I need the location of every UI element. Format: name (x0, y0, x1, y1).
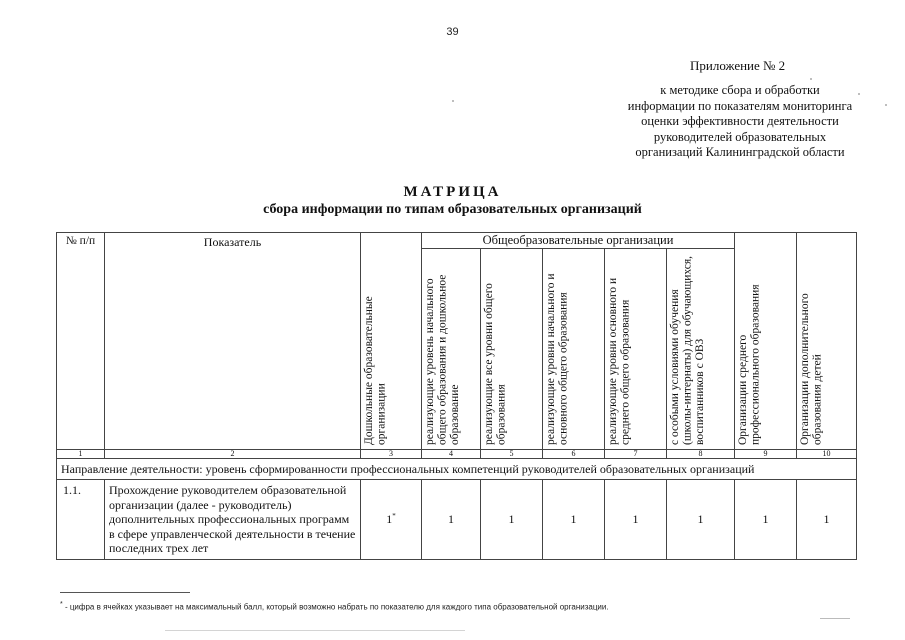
header-additional (797, 233, 857, 450)
header-general-col-label: реализующие уровень начального общего образования и дошкольное образование (424, 274, 461, 445)
scan-artifact (885, 104, 887, 106)
header-general-col (667, 249, 735, 450)
header-vocational (735, 233, 797, 450)
appendix-line: информации по показателям мониторинга (627, 98, 853, 113)
column-numbers-row (57, 450, 857, 459)
column-number: 5 (481, 450, 543, 459)
appendix-line: организаций Калининградской области (635, 145, 845, 159)
header-general-col-label: реализующие уровни начального и основного общего образования (545, 273, 570, 445)
row-value-text: 1 (386, 511, 393, 526)
header-number: № п/п (57, 233, 105, 450)
footnote-marker: * (392, 511, 396, 520)
scan-artifact (165, 630, 465, 631)
direction-heading: Направление деятельности: уровень сформированности профессиональных компетенций руководителей образовательных организаций (57, 459, 857, 480)
scan-artifact (820, 618, 850, 619)
matrix-subtitle: сбора информации по типам образовательных организаций (263, 202, 642, 217)
header-general-col (422, 249, 481, 450)
scan-artifact (810, 78, 812, 80)
column-number: 4 (422, 450, 481, 459)
header-general-col-label: с особыми условиями обучения (школы-интернаты) для обучающихся, воспитанников с ОВЗ (669, 255, 706, 445)
header-indicator: Показатель (105, 233, 361, 450)
appendix-line: оценки эффективности деятельности (641, 114, 839, 128)
row-value: 1 (481, 480, 543, 560)
column-number: 7 (605, 450, 667, 459)
matrix-table (56, 232, 857, 560)
footnote-mark: * (60, 601, 63, 608)
row-number: 1.1. (57, 480, 105, 560)
row-value: 1 (797, 480, 857, 560)
row-indicator-text: Прохождение руководителем образовательной организации (далее - руководитель) дополнительных профессиональных программ в сфере управленческой деятельности в течение последних трех лет (105, 480, 361, 560)
header-general-col-label: реализующие уровни основного и среднего общего образования (607, 277, 632, 445)
header-general-col (543, 249, 605, 450)
column-number: 8 (667, 450, 735, 459)
header-preschool-label: Дошкольные образовательные организации (363, 296, 388, 445)
column-number: 1 (57, 450, 105, 459)
row-value: 1 (735, 480, 797, 560)
column-number: 3 (361, 450, 422, 459)
header-vocational-label: Организации среднего профессионального образования (737, 284, 762, 445)
scan-artifact (858, 93, 860, 95)
table-row (57, 480, 857, 560)
header-additional-label: Организации дополнительного образования детей (799, 293, 824, 445)
appendix-title: Приложение № 2 (690, 58, 786, 73)
header-general-col-label: реализующие все уровни общего образования (483, 283, 508, 445)
matrix-title: МАТРИЦА (403, 184, 502, 200)
row-value: 1 (667, 480, 735, 560)
column-number: 9 (735, 450, 797, 459)
appendix-line: руководителей образовательных (653, 129, 827, 144)
header-general-col (481, 249, 543, 450)
footnote (60, 601, 609, 612)
appendix-caption (590, 83, 890, 161)
appendix-line: к методике сбора и обработки (660, 83, 820, 97)
page-number: 39 (446, 26, 459, 38)
column-number: 2 (105, 450, 361, 459)
row-value: 1 (543, 480, 605, 560)
footnote-text: - цифра в ячейках указывает на максимальный балл, который возможно набрать по показателю для каждого типа образовательной организации. (62, 602, 609, 612)
header-preschool (361, 233, 422, 450)
header-general-col (605, 249, 667, 450)
row-value: 1 (605, 480, 667, 560)
scan-artifact (452, 100, 454, 102)
column-number: 6 (543, 450, 605, 459)
row-value: 1 (422, 480, 481, 560)
header-general-group: Общеобразовательные организации (422, 233, 735, 249)
column-number: 10 (797, 450, 857, 459)
footnote-divider (60, 592, 190, 593)
row-value (361, 480, 422, 560)
